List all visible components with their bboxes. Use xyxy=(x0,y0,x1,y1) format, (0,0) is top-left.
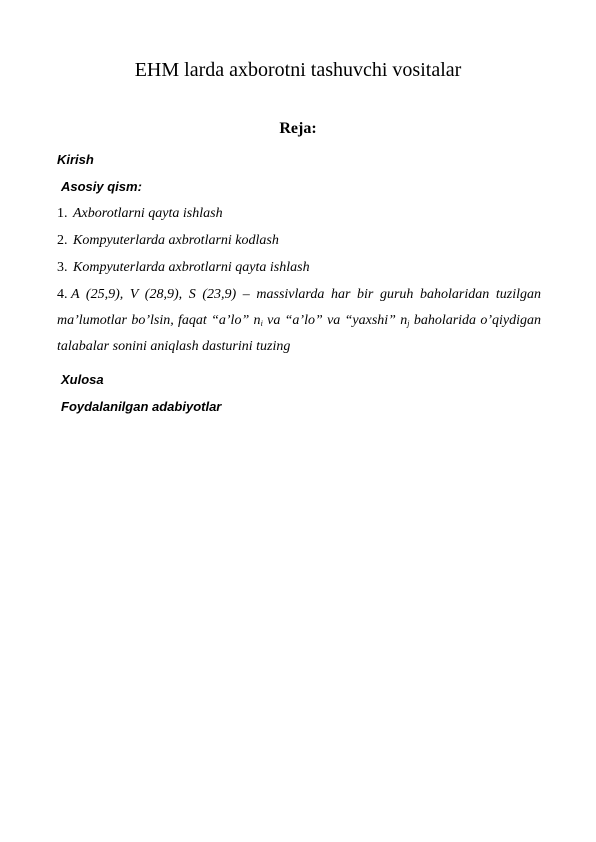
task-subscript-i: i xyxy=(260,319,263,328)
plan-item-number: 4. xyxy=(57,287,68,302)
task-text-part-2: va “a’lo” va “yaxshi” n xyxy=(262,313,408,328)
plan-heading-text: Reja: xyxy=(279,120,317,137)
conclusion-heading: Xulosa xyxy=(61,372,104,387)
plan-item-2 xyxy=(57,232,279,250)
plan-item-number: 3. xyxy=(57,260,68,275)
main-part-heading: Asosiy qism: xyxy=(61,179,142,194)
plan-item-3 xyxy=(57,259,310,277)
plan-item-text: Kompyuterlarda axbrotlarni kodlash xyxy=(73,233,279,248)
document-title: EHM larda axborotni tashuvchi vositalar xyxy=(134,59,462,81)
references-heading: Foydalanilgan adabiyotlar xyxy=(61,399,222,414)
plan-item-4 xyxy=(57,282,541,360)
plan-item-text: Kompyuterlarda axbrotlarni qayta ishlash xyxy=(73,260,310,275)
plan-item-number: 1. xyxy=(57,206,68,221)
intro-heading: Kirish xyxy=(57,152,94,167)
task-text-part-1: A (25,9), V (28,9), S (23,9) – massivlarda har bir guruh baholaridan tuzilgan ma’lumotlar bo’lsin, faqat “a’lo” n xyxy=(57,287,541,328)
task-text-part-3: baholarida o’qiydigan talabalar sonini aniqlash dasturini tuzing xyxy=(57,313,542,354)
task-subscript-j: j xyxy=(407,319,410,328)
plan-heading xyxy=(0,119,596,139)
plan-item-text: Axborotlarni qayta ishlash xyxy=(73,206,223,221)
plan-item-1 xyxy=(57,205,223,223)
plan-item-number: 2. xyxy=(57,233,68,248)
